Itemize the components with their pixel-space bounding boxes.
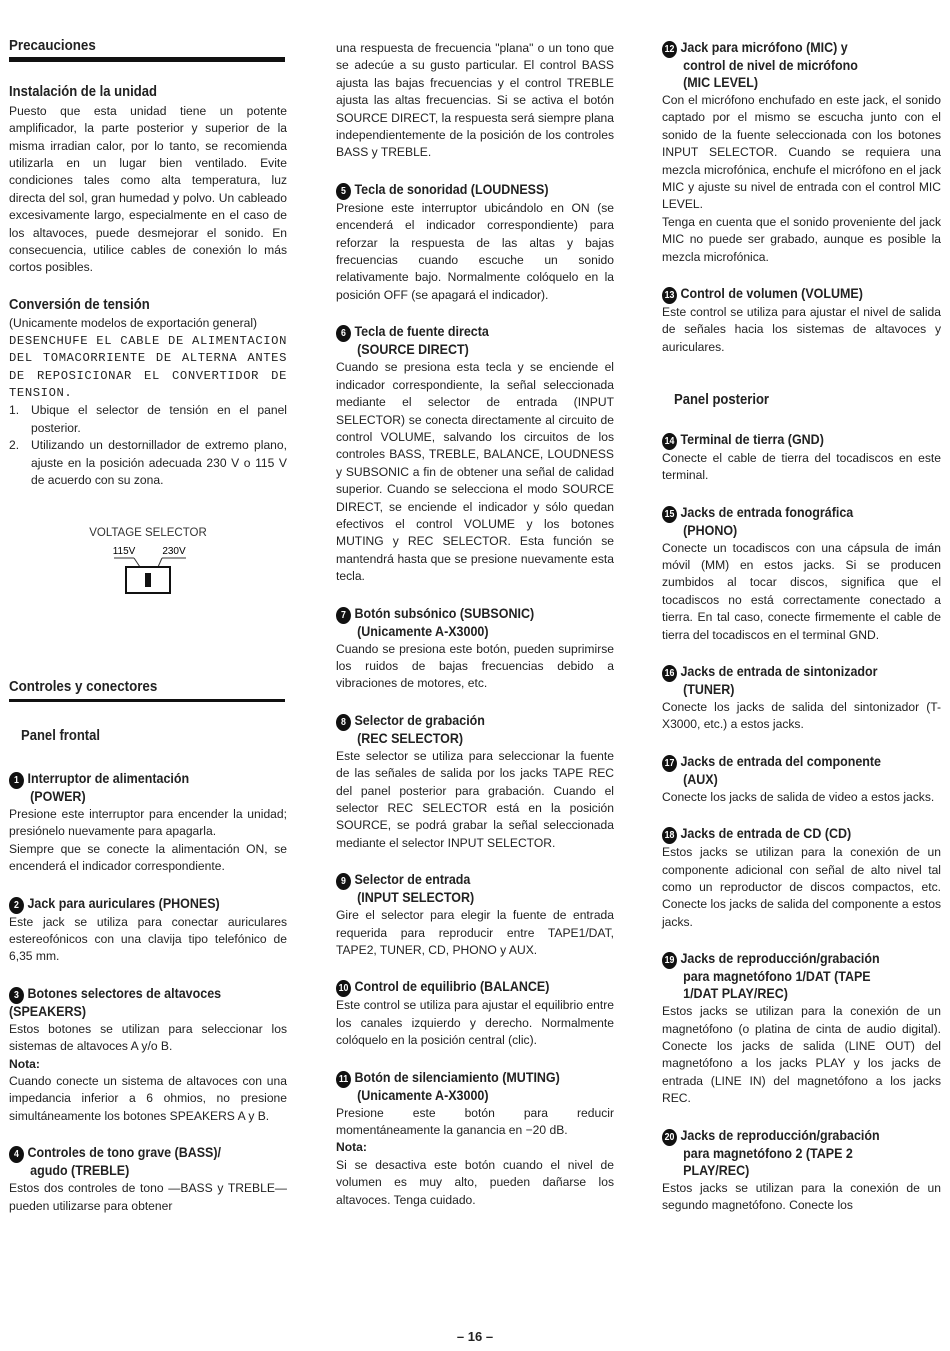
item-subtitle: 1/DAT PLAY/REC) [683, 986, 788, 1003]
continued-paragraph: una respuesta de frecuencia "plana" o un tono que se adecúe a su gusto particular. El control BASS ajusta las bajas frecuencias y el control TREBLE ajusta las altas frecuencias. Si se activa el botón SOURCE DIRECT, la respuesta será siempre plana independientemente de la posición de los controles BASS y TREBLE. [336, 41, 614, 160]
number-badge-15: 15 [662, 506, 677, 523]
item-speakers [9, 986, 287, 1125]
step-text: Ubique el selector de tensión en el panel posterior. [31, 403, 287, 435]
item-body: Estos dos controles de tono —BASS y TREBLE— pueden utilizarse para obtener [9, 1181, 287, 1213]
list-item [9, 402, 287, 437]
number-badge-17: 17 [662, 755, 677, 772]
item-body: Cuando se presiona esta tecla y se enciende el indicador correspondiente, la señal seleccionada mediante el selector de entrada (INPUT SELECTOR) se conecta directamente al circuito de control VOLUME, salvando los circuitos de los controles BASS, TREBLE, BALANCE, LOUDNESS y SUBSONIC a fin de obtener una señal de calidad superior. Cuando se selecciona el modo SOURCE DIRECT, se enciende el indicador y sólo quedan efectivos el control VOLUME y los botones MUTING y REC SELECTOR. Esta función se mantendrá hasta que se presione nuevamente esta tecla. [336, 360, 614, 584]
section-instalacion [9, 84, 287, 276]
panel-posterior-title: Panel posterior [674, 392, 770, 409]
number-badge-2: 2 [9, 897, 24, 914]
item-subtitle: (PHONO) [683, 522, 738, 539]
item-subtitle: para magnetófono 1/DAT (TAPE [683, 969, 871, 986]
number-badge-13: 13 [662, 287, 677, 304]
item-mic [662, 40, 941, 266]
item-title: Controles de tono grave (BASS)/ [27, 1145, 222, 1162]
item-subtitle: (Unicamente A-X3000) [357, 623, 489, 640]
number-badge-18: 18 [662, 827, 677, 844]
item-power [9, 771, 287, 876]
number-badge-10: 10 [336, 980, 351, 997]
item-body: Presione este interruptor para encender la unidad; presiónelo nuevamente para apagarla. [9, 806, 287, 839]
panel-frontal-title: Panel frontal [21, 727, 101, 744]
item-body: Este jack se utiliza para conectar auriculares estereofónicos con una clavija tipo telefónico de 6,35 mm. [9, 914, 287, 964]
item-body: Estos jacks se utilizan para la conexión de un componente adicional con señal de alto nivel tal como un reproductor de discos compactos, etc. Conecte los jacks de salida del componente a estos jacks. [662, 845, 941, 929]
item-subtitle: (TUNER) [683, 681, 735, 698]
number-badge-7: 7 [336, 607, 351, 624]
number-badge-12: 12 [662, 41, 677, 58]
item-title: Jacks de reproducción/grabación [680, 1127, 880, 1144]
item-phones [9, 896, 287, 966]
item-subtitle: control de nivel de micrófono [683, 58, 858, 74]
note-label: Nota: [9, 1056, 40, 1071]
heading-conversion: Conversión de tensión [9, 296, 150, 313]
item-phono [662, 505, 941, 644]
item-body: Conecte un tocadiscos con una cápsula de imán móvil (MM) en estos jacks. Si se producen zumbidos al tocar discos, significa que el tocadiscos no está correctamente conectado a tierra. En tal caso, conecte firmemente el cable de tierra del tocadiscos en el terminal GND. [662, 540, 941, 642]
note-label: Nota: [336, 1140, 367, 1155]
item-subtitle: (INPUT SELECTOR) [357, 890, 475, 907]
item-title: Jack para auriculares (PHONES) [27, 895, 220, 912]
item-title: Botones selectores de altavoces [27, 985, 222, 1002]
item-tape1 [662, 951, 941, 1107]
item-title: Botón de silenciamiento (MUTING) [354, 1069, 560, 1086]
item-volume [662, 286, 941, 356]
number-badge-4: 4 [9, 1146, 24, 1163]
item-body: Con el micrófono enchufado en este jack, el sonido captado por el mismo se escucha junto con el sonido de la fuente seleccionada con los botones INPUT SELECTOR. Cuando se requiera una mezcla microfónica, enchufe el micrófono en el jack MIC y ajuste su nivel de entrada con el control MIC LEVEL. [662, 93, 941, 212]
step-number: 2. [9, 438, 20, 453]
column-middle [336, 40, 614, 1229]
number-badge-19: 19 [662, 952, 677, 969]
item-body: Presione este interruptor ubicándolo en ON (se encenderá el indicador correspondiente) para reforzar la respuesta de las altas y bajas frecuencias cuando escuche un sonido relativamente bajo. Normalmente colóquelo en la posición OFF (se apagará el indicador). [336, 200, 614, 302]
section-conversion [9, 297, 287, 489]
item-cd [662, 826, 941, 931]
conversion-note: (Unicamente modelos de exportación general) [9, 316, 258, 331]
item-body: Conecte el cable de tierra del tocadiscos en este terminal. [662, 450, 941, 483]
item-subtitle: (Unicamente A-X3000) [357, 1087, 489, 1104]
item-title: Control de equilibrio (BALANCE) [354, 979, 550, 996]
item-title: Terminal de tierra (GND) [680, 431, 824, 448]
section-title-precauciones: Precauciones [9, 38, 285, 62]
item-tuner [662, 664, 941, 734]
voltage-selector-diagram [9, 525, 287, 605]
number-badge-6: 6 [336, 325, 351, 342]
item-title: Jacks de entrada fonográfica [680, 504, 854, 521]
number-badge-11: 11 [336, 1071, 351, 1088]
item-subtitle: (REC SELECTOR) [357, 730, 464, 747]
item-subsonic [336, 606, 614, 693]
heading-instalacion: Instalación de la unidad [9, 84, 157, 101]
item-title: Jacks de entrada de sintonizador [680, 663, 878, 680]
item-input-selector [336, 872, 614, 959]
column-left [9, 38, 287, 1235]
item-body: Este selector se utiliza para seleccionar la fuente de las señales de salida por los jacks TAPE REC del panel posterior para grabación. Cuando el selector REC SELECTOR está en la posición SOURCE, se podrá grabar la señal seleccionada mediante el selector INPUT SELECTOR. [336, 748, 614, 850]
item-subtitle: (SPEAKERS) [9, 1003, 87, 1020]
number-badge-20: 20 [662, 1129, 677, 1146]
number-badge-14: 14 [662, 433, 677, 450]
step-text: Utilizando un destornillador de extremo plano, ajuste en la posición adecuada 230 V o 115 V de acuerdo con su zona. [31, 438, 287, 487]
column-right [662, 40, 941, 1234]
item-body: Estos botones se utilizan para seleccionar los sistemas de altavoces A y/o B. [9, 1021, 287, 1054]
section-title-controles: Controles y conectores [9, 679, 285, 701]
item-body: Tenga en cuenta que el sonido proveniente del jack MIC no puede ser grabado, aunque es posible la mezcla microfónica. [662, 214, 941, 264]
item-title: Selector de entrada [354, 872, 471, 889]
number-badge-3: 3 [9, 987, 24, 1004]
voltage-switch-icon [88, 543, 208, 599]
item-body: Gire el selector para elegir la fuente de entrada requerida para reproducir entre TAPE1/DAT, TAPE2, TUNER, CD, PHONO y AUX. [336, 908, 614, 958]
item-muting [336, 1070, 614, 1209]
item-body: Estos jacks se utilizan para la conexión de un segundo magnetófono. Conecte los [662, 1180, 941, 1213]
item-body: Estos jacks se utilizan para la conexión de un magnetófono (o platina de cinta de audio digital). Conecte los jacks de salida (LINE OUT) del magnetófono a los jacks PLAY y los jacks de entrada (LINE IN) del magnetófono a los jacks REC. [662, 1004, 941, 1106]
item-body: Conecte los jacks de salida del sintonizador (T-X3000, etc.) a estos jacks. [662, 699, 941, 732]
conversion-warning: DESENCHUFE EL CABLE DE ALIMENTACION DEL TOMACORRIENTE DE ALTERNA ANTES DE REPOSICIONAR EL CONVERTIDOR DE TENSION. [9, 333, 287, 400]
item-balance [336, 979, 614, 1049]
item-rec-selector [336, 713, 614, 852]
item-body: Presione este botón para reducir momentáneamente la ganancia en −20 dB. [336, 1105, 614, 1138]
item-subtitle: (POWER) [30, 788, 86, 805]
page-number: – 16 – [456, 1329, 494, 1344]
item-source-direct [336, 324, 614, 585]
item-title: Control de volumen (VOLUME) [680, 286, 863, 303]
voltage-230-label: 230V [162, 545, 186, 557]
item-subtitle: (AUX) [683, 771, 718, 788]
number-badge-1: 1 [9, 772, 24, 789]
number-badge-16: 16 [662, 665, 677, 682]
item-title: Interruptor de alimentación [27, 770, 190, 787]
item-title: Jacks de entrada de CD (CD) [680, 826, 852, 843]
item-title: Botón subsónico (SUBSONIC) [354, 605, 535, 622]
item-title: Tecla de sonoridad (LOUDNESS) [354, 181, 549, 198]
item-subtitle: (MIC LEVEL) [683, 75, 759, 91]
paragraph-instalacion: Puesto que esta unidad tiene un potente amplificador, la parte posterior y superior de la misma irradian calor, por lo tanto, se recomienda utilizarla en un lugar bien ventilado. Evite condiciones tales como alta temperatura, luz directa del sol, gran humedad y polvo. Un cableado excesivamente largo, especialmente en el caso de los altavoces, puede desmejorar el sonido. En consecuencia, utilice cables de conexión lo más cortos posibles. [9, 103, 287, 275]
item-subtitle: (SOURCE DIRECT) [357, 342, 469, 359]
item-title: Selector de grabación [354, 712, 485, 729]
item-body: Siempre que se conecte la alimentación ON, se encenderá el indicador correspondiente. [9, 841, 287, 874]
item-title: Jacks de entrada del componente [680, 753, 882, 770]
item-aux [662, 754, 941, 806]
item-subtitle: agudo (TREBLE) [30, 1163, 130, 1180]
item-subtitle: PLAY/REC) [683, 1162, 750, 1179]
item-body: Este control se utiliza para ajustar el equilibrio entre los canales izquierdo y derecho. Normalmente colóquelo en la posición central (clic). [336, 998, 614, 1048]
list-item [9, 437, 287, 489]
item-subtitle: para magnetófono 2 (TAPE 2 [683, 1145, 853, 1162]
item-title: Jack para micrófono (MIC) y [680, 40, 848, 56]
item-title: Jacks de reproducción/grabación [680, 951, 880, 968]
item-body: Este control se utiliza para ajustar el nivel de salida de señales hacia los sistemas de altavoces y auriculares. [662, 305, 941, 354]
item-body: Cuando conecte un sistema de altavoces con una impedancia inferior a 6 ohmios, no presione simultáneamente los botones SPEAKERS A y B. [9, 1074, 287, 1123]
item-body: Conecte los jacks de salida de video a estos jacks. [662, 789, 935, 804]
item-gnd [662, 432, 941, 485]
number-badge-8: 8 [336, 714, 351, 731]
item-tape2 [662, 1128, 941, 1215]
item-body: Si se desactiva este botón cuando el nivel de volumen es muy alto, pueden dañarse los altavoces. Tenga cuidado. [336, 1157, 614, 1207]
number-badge-9: 9 [336, 873, 351, 890]
item-body: Cuando se presiona este botón, pueden suprimirse los ruidos de bajas frecuencias debido a vibraciones de motores, etc. [336, 641, 614, 691]
step-number: 1. [9, 403, 20, 418]
voltage-115-label: 115V [112, 545, 136, 557]
number-badge-5: 5 [336, 183, 351, 200]
item-bass-treble [9, 1145, 287, 1215]
item-title: Tecla de fuente directa [354, 324, 489, 341]
item-loudness [336, 182, 614, 304]
voltage-selector-label: VOLTAGE SELECTOR [89, 527, 207, 540]
